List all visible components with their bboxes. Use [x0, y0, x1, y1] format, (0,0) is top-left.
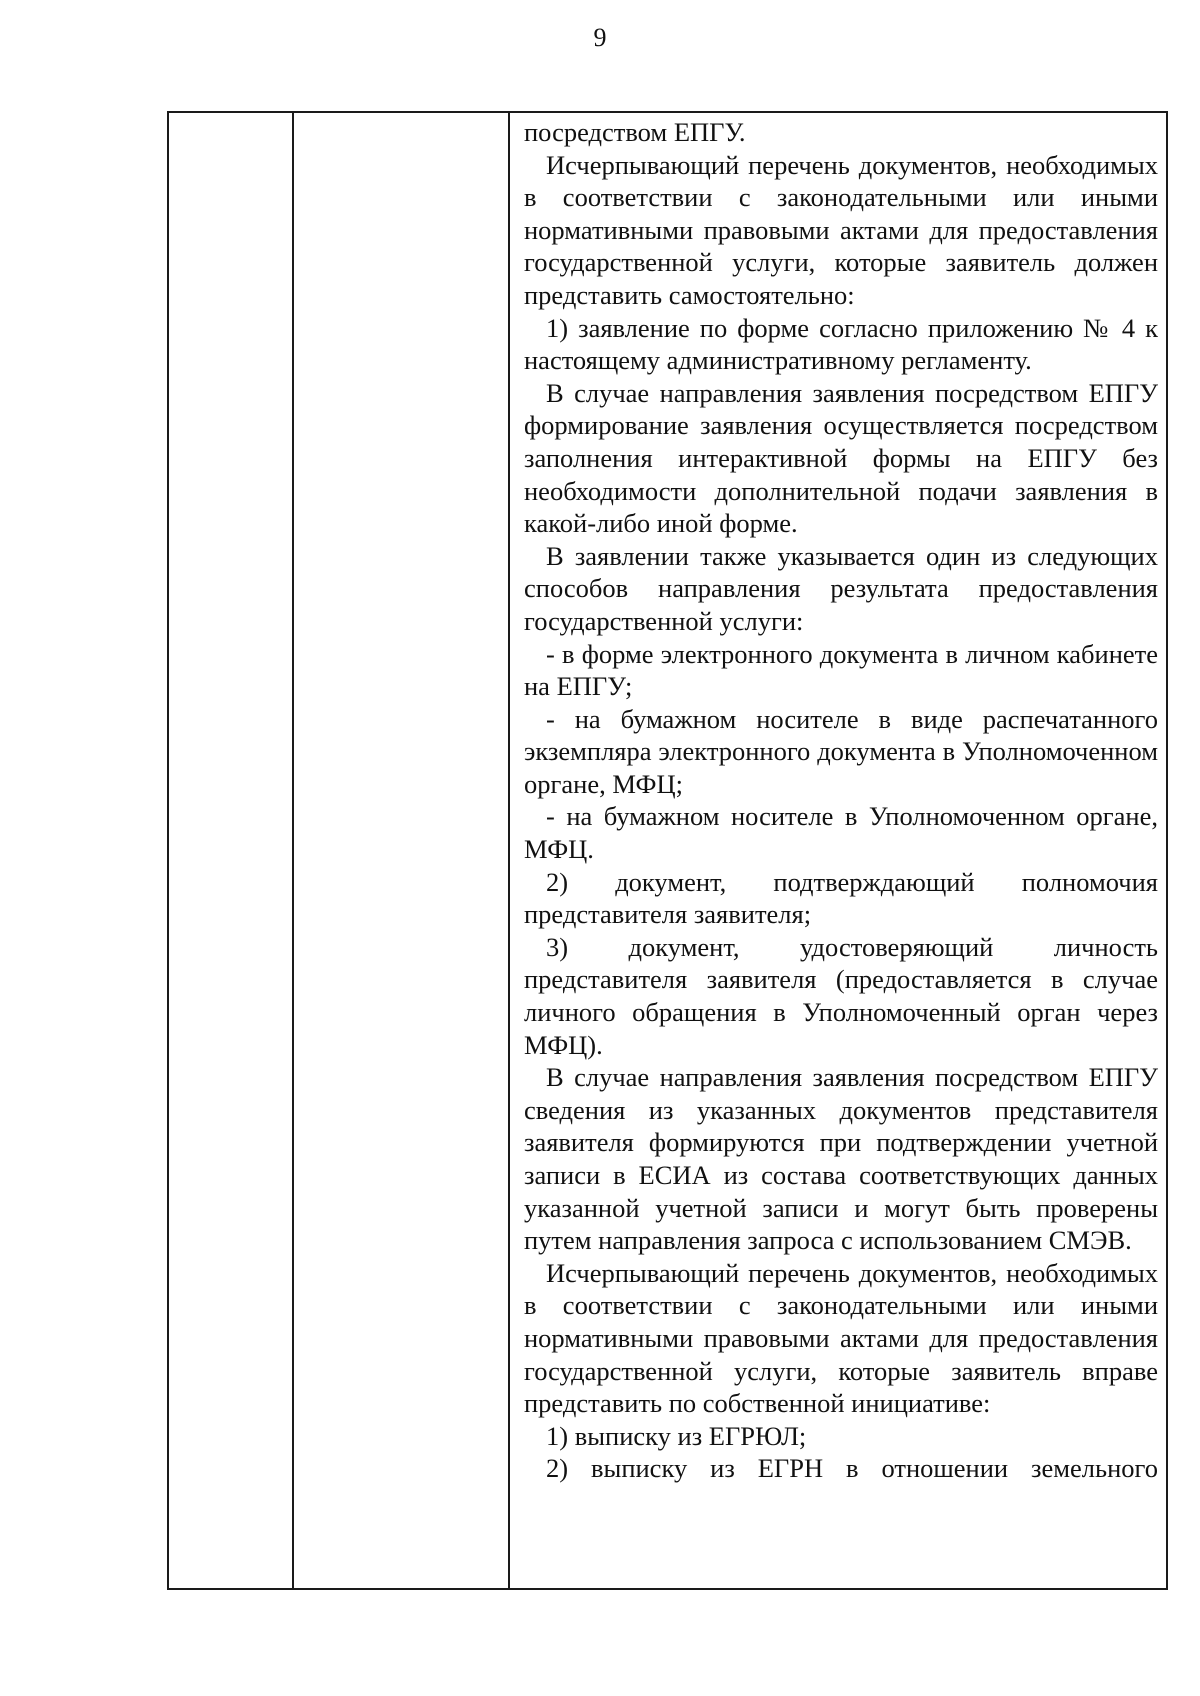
list-item: 1) выписку из ЕГРЮЛ;: [546, 1420, 807, 1451]
paragraph: Исчерпывающий перечень документов, необходимых в соответствии с законодательными или иными нормативными правовыми актами для предоставления государственной услуги, которые заявитель должен представить самостоятельно:: [524, 149, 1158, 310]
paragraph: В заявлении также указывается один из следующих способов направления результата предоставления государственной услуги:: [524, 540, 1158, 636]
document-table: [167, 111, 1168, 1590]
list-item: - на бумажном носителе в Уполномоченном органе, МФЦ.: [524, 801, 1158, 865]
list-item: 2) выписку из ЕГРН в отношении земельного: [546, 1453, 1158, 1484]
table-column-1: [169, 113, 294, 1588]
list-item: 3) документ, удостоверяющий личность представителя заявителя (предоставляется в случае личного обращения в Уполномоченный орган через МФЦ).: [524, 931, 1158, 1060]
list-item: - на бумажном носителе в виде распечатанного экземпляра электронного документа в Уполномоченном органе, МФЦ;: [524, 703, 1158, 799]
list-item: - в форме электронного документа в личном кабинете на ЕПГУ;: [524, 638, 1158, 702]
page-number: 9: [593, 23, 607, 52]
paragraph: В случае направления заявления посредством ЕПГУ формирование заявления осуществляется посредством заполнения интерактивной формы на ЕПГУ без необходимости дополнительной подачи заявления в какой-либо иной форме.: [524, 377, 1158, 539]
paragraph: 1) заявление по форме согласно приложению № 4 к настоящему административному регламенту.: [524, 312, 1158, 376]
table-column-2: [294, 113, 510, 1588]
paragraph: Исчерпывающий перечень документов, необходимых в соответствии с законодательными или иными нормативными правовыми актами для предоставления государственной услуги, которые заявитель вправе представить по собственной инициативе:: [524, 1257, 1158, 1419]
list-item: 2) документ, подтверждающий полномочия представителя заявителя;: [524, 866, 1158, 930]
paragraph: В случае направления заявления посредством ЕПГУ сведения из указанных документов представителя заявителя формируются при подтверждении учетной записи в ЕСИА из состава соответствующих данных указанной учетной записи и могут быть проверены путем направления запроса с использованием СМЭВ.: [524, 1062, 1158, 1256]
table-column-3-text: [510, 113, 1166, 1588]
paragraph: посредством ЕПГУ.: [524, 117, 746, 147]
